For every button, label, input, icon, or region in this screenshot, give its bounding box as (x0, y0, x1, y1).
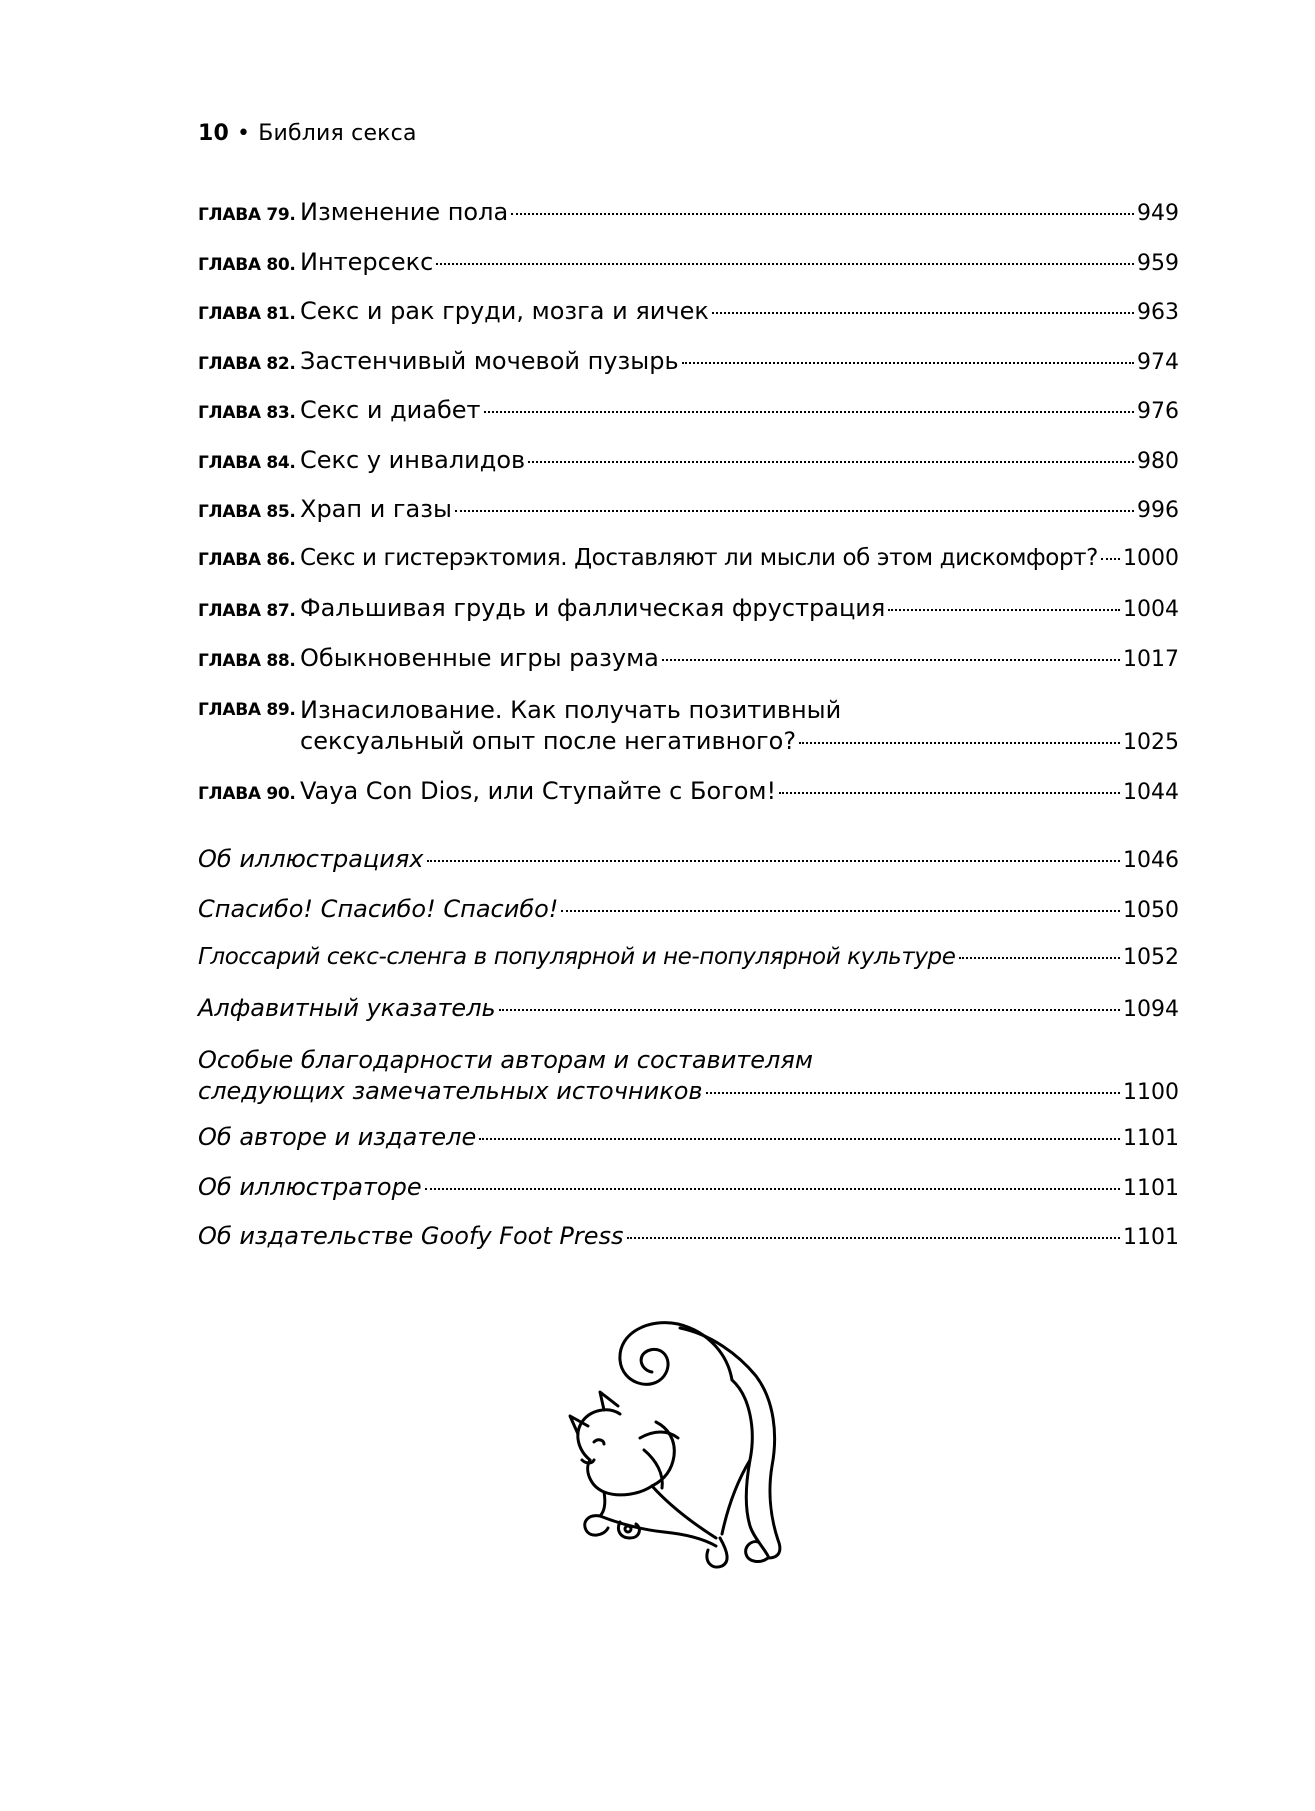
toc-entry-chapter-87[interactable] (198, 594, 1179, 644)
chapter-label: ГЛАВА 82. (198, 353, 296, 374)
entry-page: 1094 (1123, 996, 1179, 1022)
chapter-title-line1: Изнасилование. Как получать позитивный (300, 696, 842, 724)
chapter-label: ГЛАВА 79. (198, 205, 296, 225)
chapter-page: 963 (1137, 300, 1179, 325)
entry-title: Глоссарий секс-сленга в популярной и не-популярной культуре (198, 944, 956, 970)
toc-entry-chapter-90[interactable] (198, 777, 1179, 827)
chapter-label: ГЛАВА 81. (198, 304, 296, 324)
dot-leader (712, 312, 1134, 314)
toc-entry-chapter-86[interactable] (198, 545, 1179, 595)
chapter-label: ГЛАВА 80. (198, 254, 296, 275)
toc-entry-chapter-89[interactable] (198, 693, 1179, 761)
toc-entry-about-illustrator[interactable] (198, 1173, 1179, 1223)
toc-entry-chapter-80[interactable] (198, 248, 1179, 298)
entry-title-line2: следующих замечательных источников (198, 1077, 703, 1105)
chapter-title: Застенчивый мочевой пузырь (300, 346, 679, 375)
chapter-page: 1000 (1123, 545, 1179, 571)
chapter-page: 1025 (1123, 730, 1179, 755)
dot-leader (1101, 558, 1120, 560)
dot-leader (499, 1009, 1120, 1011)
dot-leader (799, 742, 1120, 744)
chapter-title: Интерсекс (300, 247, 434, 276)
dot-leader (888, 609, 1120, 611)
toc-entry-about-illustrations[interactable] (198, 845, 1179, 895)
toc-entry-about-author[interactable] (198, 1123, 1179, 1173)
entry-title: Спасибо! Спасибо! Спасибо! (198, 894, 559, 923)
entry-title-line1: Особые благодарности авторам и составителям (198, 1046, 813, 1074)
chapter-title: Храп и газы (300, 495, 452, 523)
chapter-page: 980 (1137, 448, 1179, 474)
dot-leader (436, 263, 1134, 265)
entry-title: Об авторе и издателе (198, 1123, 477, 1151)
entry-page: 1101 (1123, 1225, 1179, 1250)
chapter-page: 1044 (1123, 780, 1179, 805)
entry-page: 1052 (1123, 945, 1179, 970)
toc-entry-chapter-88[interactable] (198, 644, 1179, 694)
chapter-title: Фальшивая грудь и фаллическая фрустрация (300, 594, 886, 622)
toc-entry-glossary[interactable] (198, 944, 1179, 994)
dot-leader (561, 910, 1120, 912)
chapter-label: ГЛАВА 89. (198, 700, 296, 720)
chapter-title-line2-row (300, 727, 1179, 761)
chapter-label: ГЛАВА 86. (198, 549, 296, 570)
chapter-page: 1004 (1123, 597, 1179, 622)
toc-entry-about-publisher[interactable] (198, 1222, 1179, 1272)
toc-entry-chapter-81[interactable] (198, 297, 1179, 347)
entry-title-line2-row (198, 1077, 1179, 1111)
toc-entry-chapter-84[interactable] (198, 446, 1179, 496)
chapter-label: ГЛАВА 85. (198, 502, 296, 522)
entry-page: 1100 (1123, 1080, 1179, 1105)
chapter-page: 949 (1137, 201, 1179, 226)
chapter-label: ГЛАВА 84. (198, 452, 296, 473)
chapter-title: Обыкновенные игры разума (300, 643, 659, 672)
chapter-label: ГЛАВА 88. (198, 650, 296, 671)
stretching-cat-illustration (560, 1310, 820, 1580)
toc-entry-special-thanks[interactable] (198, 1043, 1179, 1111)
chapter-page: 974 (1137, 349, 1179, 375)
dot-leader (455, 510, 1134, 512)
dot-leader (959, 957, 1121, 959)
entry-page: 1101 (1123, 1175, 1179, 1201)
chapter-title: Vaya Con Dios, или Ступайте с Богом! (300, 777, 777, 805)
dot-leader (528, 461, 1134, 463)
book-title: Библия секса (258, 121, 417, 146)
bullet-separator: • (237, 121, 251, 146)
toc-entry-index[interactable] (198, 994, 1179, 1044)
dot-leader (427, 860, 1121, 862)
chapter-page: 976 (1137, 399, 1179, 424)
toc-entry-chapter-83[interactable] (198, 396, 1179, 446)
chapter-title: Секс и диабет (300, 396, 481, 424)
dot-leader (662, 659, 1120, 661)
entry-title: Алфавитный указатель (198, 993, 496, 1022)
entry-page: 1101 (1123, 1126, 1179, 1151)
chapter-title: Секс у инвалидов (300, 445, 526, 474)
toc-entry-chapter-82[interactable] (198, 347, 1179, 397)
chapter-title: Секс и рак груди, мозга и яичек (300, 297, 709, 325)
toc-entry-chapter-79[interactable] (198, 198, 1179, 248)
entry-page: 1046 (1123, 848, 1179, 873)
dot-leader (706, 1092, 1120, 1094)
chapter-title-block (300, 693, 1179, 761)
dot-leader (511, 213, 1134, 215)
running-header (198, 121, 417, 146)
chapter-page: 1017 (1123, 646, 1179, 672)
chapter-list (198, 198, 1179, 827)
dot-leader (682, 362, 1134, 364)
chapter-label: ГЛАВА 90. (198, 784, 296, 804)
entry-title: Об иллюстраторе (198, 1172, 422, 1201)
chapter-title-line2: сексуальный опыт после негативного? (300, 727, 797, 755)
chapter-label: ГЛАВА 87. (198, 601, 296, 621)
dot-leader (484, 411, 1134, 413)
chapter-label: ГЛАВА 83. (198, 403, 296, 423)
dot-leader (479, 1138, 1120, 1140)
entry-title: Об иллюстрациях (198, 845, 424, 873)
back-matter-list (198, 845, 1179, 1272)
entry-title-block (198, 1043, 1179, 1111)
chapter-page: 996 (1137, 498, 1179, 523)
dot-leader (779, 792, 1120, 794)
chapter-title: Секс и гистерэктомия. Доставляют ли мысли об этом дискомфорт? (300, 544, 1098, 571)
chapter-page: 959 (1137, 250, 1179, 276)
toc-entry-chapter-85[interactable] (198, 495, 1179, 545)
dot-leader (627, 1237, 1121, 1239)
page-number: 10 (198, 121, 230, 146)
toc-entry-thanks[interactable] (198, 895, 1179, 945)
dot-leader (425, 1188, 1120, 1190)
entry-title: Об издательстве Goofy Foot Press (198, 1222, 624, 1250)
entry-page: 1050 (1123, 897, 1179, 923)
chapter-title: Изменение пола (300, 198, 509, 226)
